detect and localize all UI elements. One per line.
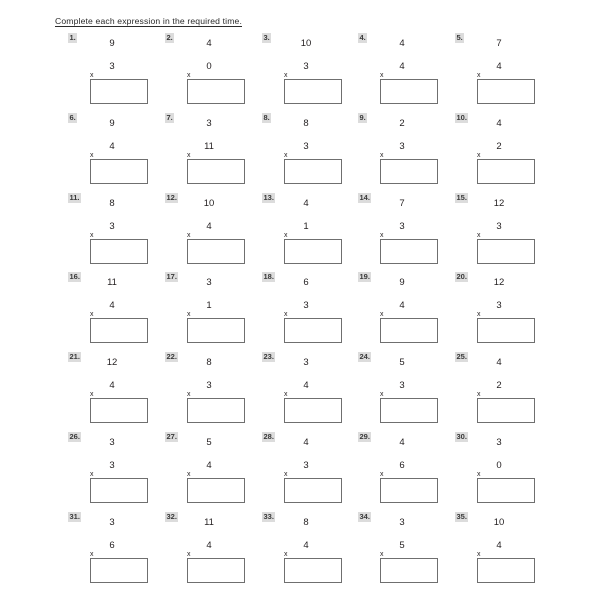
answer-box[interactable] [284,159,342,184]
operand-top: 8 [109,198,115,209]
operand-bottom: 1 [206,300,212,311]
operand-top: 5 [399,357,405,368]
problem-number: 16. [69,272,80,281]
operand-bottom: 0 [496,460,502,471]
problem-cell [165,352,262,432]
operand-bottom: 4 [303,380,309,391]
problem-cell [455,512,552,592]
problem-number: 28. [263,432,274,441]
problem-cell [455,272,552,352]
answer-box[interactable] [380,478,438,503]
problem-cell [358,272,455,352]
problem-cell [455,113,552,193]
multiplication-sign-icon: x [477,471,481,478]
operand-bottom: 4 [206,540,212,551]
answer-box[interactable] [187,398,245,423]
operand-bottom: 3 [303,300,309,311]
answer-box[interactable] [380,239,438,264]
multiplication-sign-icon: x [380,72,384,79]
problem-number: 23. [263,352,274,361]
multiplication-sign-icon: x [380,311,384,318]
problem-number: 19. [359,272,370,281]
operand-bottom: 4 [399,300,405,311]
operand-top: 8 [206,357,212,368]
answer-box[interactable] [284,79,342,104]
multiplication-sign-icon: x [90,152,94,159]
answer-box[interactable] [90,318,148,343]
answer-box[interactable] [477,558,535,583]
problem-number: 12. [166,193,177,202]
answer-box[interactable] [477,159,535,184]
multiplication-sign-icon: x [284,232,288,239]
problem-number: 17. [166,272,177,281]
problem-cell [358,33,455,113]
operand-bottom: 3 [399,380,405,391]
problem-number: 9. [359,113,366,122]
problem-number: 29. [359,432,370,441]
operand-bottom: 3 [303,61,309,72]
answer-box[interactable] [380,558,438,583]
answer-box[interactable] [380,398,438,423]
problem-cell [68,512,165,592]
operand-bottom: 4 [496,540,502,551]
problem-number: 10. [456,113,467,122]
multiplication-sign-icon: x [380,391,384,398]
answer-box[interactable] [477,478,535,503]
operand-top: 3 [206,118,212,129]
operand-top: 4 [399,437,405,448]
multiplication-sign-icon: x [90,391,94,398]
multiplication-sign-icon: x [187,391,191,398]
multiplication-sign-icon: x [477,311,481,318]
multiplication-sign-icon: x [284,551,288,558]
problem-number: 6. [69,113,76,122]
operand-bottom: 3 [109,61,115,72]
operand-top: 12 [106,357,118,368]
problem-number: 30. [456,432,467,441]
multiplication-sign-icon: x [477,152,481,159]
multiplication-sign-icon: x [380,232,384,239]
problem-cell [68,272,165,352]
operand-top: 8 [303,517,309,528]
answer-box[interactable] [284,558,342,583]
problem-cell [358,113,455,193]
operand-bottom: 3 [496,221,502,232]
multiplication-sign-icon: x [90,471,94,478]
operand-bottom: 3 [109,460,115,471]
operand-bottom: 3 [399,141,405,152]
problem-cell [358,432,455,512]
problem-cell [68,113,165,193]
problem-cell [455,432,552,512]
operand-bottom: 2 [496,141,502,152]
answer-box[interactable] [380,79,438,104]
problem-number: 26. [69,432,80,441]
problem-number: 7. [166,113,173,122]
answer-box[interactable] [187,159,245,184]
problem-cell [68,33,165,113]
problem-cell [262,432,359,512]
problem-number: 4. [359,33,366,42]
multiplication-sign-icon: x [477,391,481,398]
operand-bottom: 0 [206,61,212,72]
answer-box[interactable] [284,318,342,343]
multiplication-sign-icon: x [477,72,481,79]
operand-top: 10 [300,38,312,49]
problem-number: 25. [456,352,467,361]
problem-cell [358,193,455,273]
operand-top: 6 [303,277,309,288]
multiplication-sign-icon: x [187,311,191,318]
operand-bottom: 1 [303,221,309,232]
problem-cell [262,272,359,352]
multiplication-sign-icon: x [284,471,288,478]
answer-box[interactable] [90,478,148,503]
problem-number: 35. [456,512,467,521]
answer-box[interactable] [90,398,148,423]
operand-bottom: 4 [109,380,115,391]
operand-top: 12 [493,198,505,209]
answer-box[interactable] [380,159,438,184]
multiplication-sign-icon: x [380,551,384,558]
problem-cell [262,512,359,592]
operand-top: 7 [496,38,502,49]
answer-box[interactable] [477,239,535,264]
operand-top: 3 [109,517,115,528]
operand-top: 9 [399,277,405,288]
answer-box[interactable] [187,318,245,343]
operand-bottom: 5 [399,540,405,551]
operand-top: 11 [107,277,117,288]
operand-top: 3 [303,357,309,368]
operand-top: 9 [109,38,115,49]
multiplication-sign-icon: x [90,311,94,318]
operand-bottom: 4 [109,300,115,311]
problem-cell [68,352,165,432]
answer-box[interactable] [187,79,245,104]
answer-box[interactable] [284,239,342,264]
multiplication-sign-icon: x [477,232,481,239]
problem-number: 11. [69,193,80,202]
answer-box[interactable] [90,79,148,104]
multiplication-sign-icon: x [477,551,481,558]
problem-cell [358,352,455,432]
operand-top: 8 [303,118,309,129]
operand-top: 3 [206,277,212,288]
problem-cell [262,352,359,432]
problem-cell [165,193,262,273]
operand-bottom: 11 [204,141,214,152]
multiplication-sign-icon: x [90,551,94,558]
operand-bottom: 4 [206,221,212,232]
problem-number: 34. [359,512,370,521]
problem-cell [165,33,262,113]
operand-top: 7 [399,198,405,209]
multiplication-sign-icon: x [187,551,191,558]
operand-bottom: 6 [399,460,405,471]
operand-bottom: 4 [109,141,115,152]
problem-number: 24. [359,352,370,361]
operand-top: 4 [303,198,309,209]
answer-box[interactable] [477,318,535,343]
multiplication-sign-icon: x [187,232,191,239]
operand-bottom: 4 [399,61,405,72]
problem-number: 5. [456,33,463,42]
operand-bottom: 4 [303,540,309,551]
multiplication-sign-icon: x [380,471,384,478]
operand-bottom: 3 [303,141,309,152]
multiplication-sign-icon: x [284,152,288,159]
problem-cell [358,512,455,592]
operand-bottom: 3 [206,380,212,391]
operand-bottom: 3 [399,221,405,232]
instructions-text: Complete each expression in the required time. [55,16,242,26]
problem-number: 31. [69,512,80,521]
operand-bottom: 4 [206,460,212,471]
problem-cell [68,432,165,512]
problem-cell [68,193,165,273]
operand-bottom: 2 [496,380,502,391]
operand-top: 3 [399,517,405,528]
problem-number: 3. [263,33,270,42]
problem-cell [165,512,262,592]
multiplication-sign-icon: x [284,391,288,398]
multiplication-sign-icon: x [187,152,191,159]
problem-number: 8. [263,113,270,122]
answer-box[interactable] [477,79,535,104]
operand-top: 5 [206,437,212,448]
multiplication-sign-icon: x [187,72,191,79]
problem-number: 13. [263,193,274,202]
problem-number: 15. [456,193,467,202]
problem-cell [165,272,262,352]
multiplication-sign-icon: x [380,152,384,159]
multiplication-sign-icon: x [90,72,94,79]
operand-top: 4 [496,118,502,129]
answer-box[interactable] [284,478,342,503]
operand-bottom: 6 [109,540,115,551]
answer-box[interactable] [477,398,535,423]
problem-number: 18. [263,272,274,281]
problem-cell [262,113,359,193]
operand-top: 3 [496,437,502,448]
answer-box[interactable] [90,239,148,264]
problem-number: 33. [263,512,274,521]
operand-top: 4 [399,38,405,49]
operand-top: 3 [109,437,115,448]
operand-bottom: 3 [303,460,309,471]
multiplication-sign-icon: x [284,72,288,79]
operand-top: 4 [206,38,212,49]
multiplication-sign-icon: x [284,311,288,318]
problem-number: 2. [166,33,173,42]
problem-cell [455,193,552,273]
problem-cell [455,352,552,432]
operand-top: 11 [204,517,214,528]
operand-top: 12 [493,277,505,288]
answer-box[interactable] [380,318,438,343]
problem-cell [262,33,359,113]
problem-cell [165,432,262,512]
answer-box[interactable] [90,558,148,583]
operand-top: 2 [399,118,405,129]
problem-number: 21. [69,352,80,361]
operand-bottom: 3 [496,300,502,311]
operand-top: 10 [203,198,215,209]
operand-top: 4 [303,437,309,448]
problem-cell [262,193,359,273]
answer-box[interactable] [187,239,245,264]
problem-number: 20. [456,272,467,281]
operand-bottom: 4 [496,61,502,72]
problem-number: 1. [69,33,76,42]
answer-box[interactable] [187,558,245,583]
problem-number: 22. [166,352,177,361]
multiplication-sign-icon: x [187,471,191,478]
problem-number: 32. [166,512,177,521]
answer-box[interactable] [187,478,245,503]
problem-cell [165,113,262,193]
operand-bottom: 3 [109,221,115,232]
operand-top: 4 [496,357,502,368]
operand-top: 10 [493,517,505,528]
problem-number: 27. [166,432,177,441]
problem-number: 14. [359,193,370,202]
answer-box[interactable] [284,398,342,423]
multiplication-sign-icon: x [90,232,94,239]
answer-box[interactable] [90,159,148,184]
operand-top: 9 [109,118,115,129]
problem-cell [455,33,552,113]
